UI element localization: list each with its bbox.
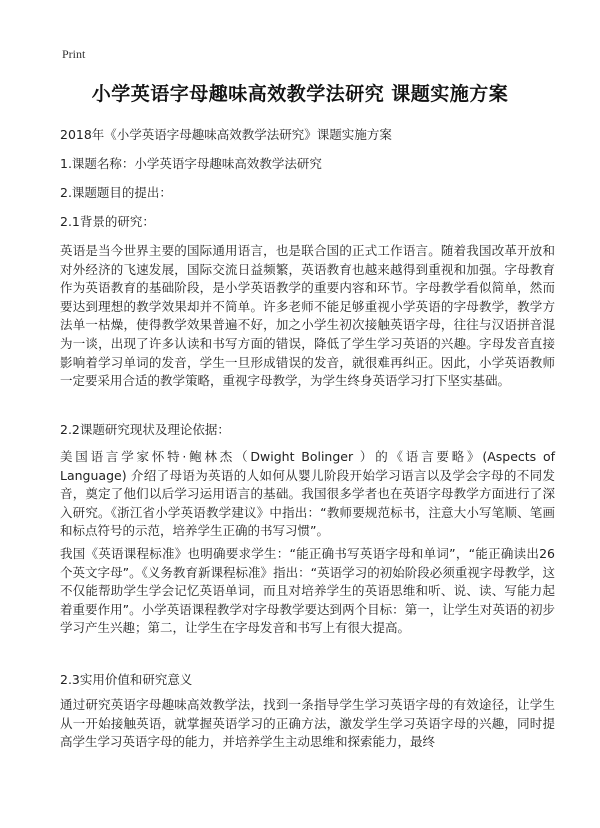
document-title: 小学英语字母趣味高效教学法研究 课题实施方案 <box>91 83 509 105</box>
paragraph-status: 美国语言学家怀特·鲍林杰（Dwight Bolinger ）的《语言要略》(Aspects of Language) 介绍了母语为英语的人如何从婴儿阶段开始学习语言以及学会字母的不同发音，奠定了他们以后学习运用语言的基础。我国很多学者也在英语字母教学方面进行了深入研究。《浙江省小学英语教学建议》中指出：“教师要规范标书，注意大小写笔顺、笔画和标点符号的示范，培养学生正确的书写习惯”。 <box>60 449 555 539</box>
paragraph-background: 英语是当今世界主要的国际通用语言，也是联合国的正式工作语言。随着我国改革开放和对外经济的飞速发展，国际交流日益频繁，英语教育也越来越得到重视和加强。字母教育作为英语教育的基础阶段，是小学英语教学的重要内容和环节。字母教学看似简单，然而要达到理想的教学效果却并不简单。许多老师不能足够重视小学英语的字母教学，教学方法单一枯燥，使得教学效果普遍不好，加之小学生初次接触英语字母，往往与汉语拼音混为一谈，出现了许多认读和书写方面的错误，降低了学生学习英语的兴趣。字母发音直接影响着学习单词的发音，学生一旦形成错误的发音，就很难再纠正。因此，小学英语教师一定要采用合适的教学策略，重视字母教学，为学生终身英语学习打下坚实基础。 <box>60 243 555 389</box>
document-subtitle: 2018年《小学英语字母趣味高效教学法研究》课题实施方案 <box>60 127 392 142</box>
paragraph-value: 通过研究英语字母趣味高效教学法，找到一条指导学生学习英语字母的有效途径，让学生从一开始接触英语，就掌握英语学习的正确方法，激发学生学习英语字母的兴趣，同时提高学生学习英语字母的能力，并培养学生主动思维和探索能力，最终 <box>60 697 555 750</box>
paragraph-curriculum: 我国《英语课程标准》也明确要求学生：“能正确书写英语字母和单词”，“能正确读出26个英文字母”。《义务教育新课程标准》指出：“英语学习的初始阶段必须重视字母教学，这不仅能帮助学生学会记忆英语单词，而且对培养学生的英语思维和听、说、读、写能力起着重要作用”。小学英语课程教学对字母教学要达到两个目标：第一，让学生对英语的初步学习产生兴趣；第二，让学生在字母发音和书写上有很大提高。 <box>60 546 555 636</box>
section-topic-proposal: 2.课题题目的提出： <box>60 185 172 200</box>
section-value-heading: 2.3实用价值和研究意义 <box>60 672 193 687</box>
section-background-heading: 2.1背景的研究： <box>60 214 155 229</box>
print-link[interactable]: Print <box>62 47 86 61</box>
section-topic-name: 1.课题名称：小学英语字母趣味高效教学法研究 <box>60 156 322 171</box>
section-status-heading: 2.2课题研究现状及理论依据： <box>60 422 230 437</box>
